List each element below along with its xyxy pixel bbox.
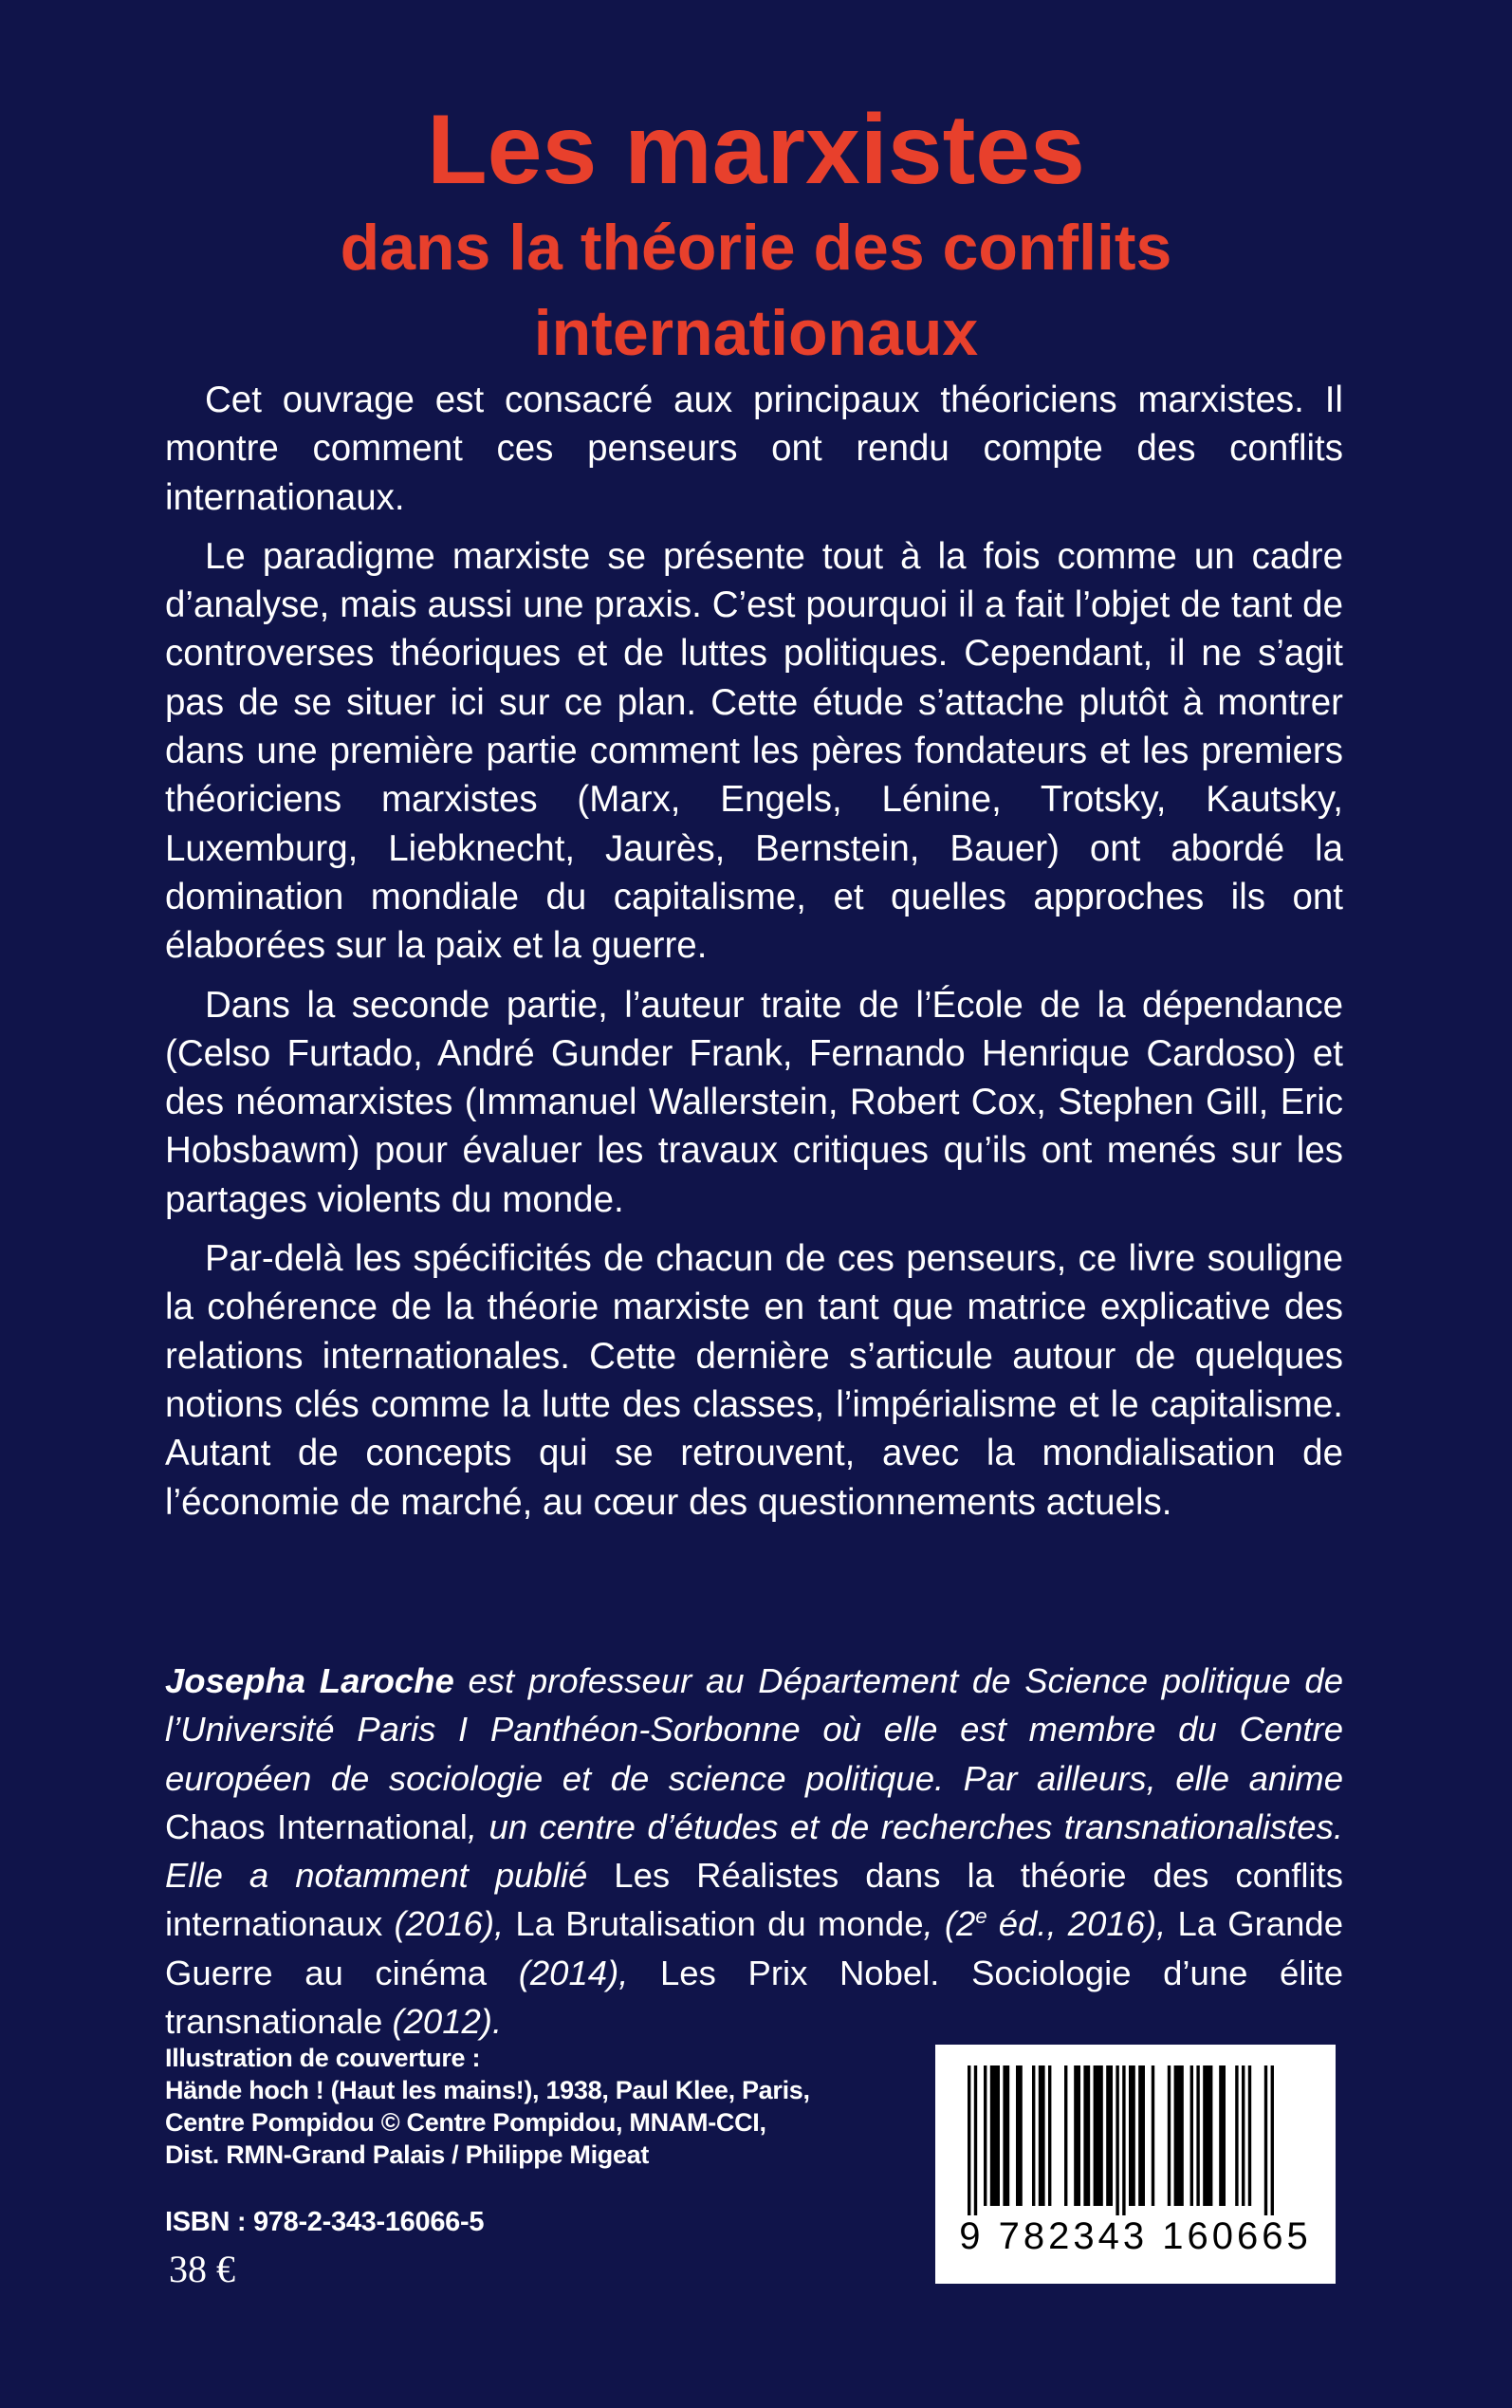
book-ref-les-realistes: Les Réalistes dans la théorie des conflits internationaux xyxy=(165,1856,1344,1944)
barcode-bar xyxy=(1168,2065,1171,2206)
bio-text: éd., 2016), xyxy=(986,1904,1178,1944)
barcode-bar xyxy=(1242,2065,1245,2206)
barcode-bar xyxy=(1152,2065,1154,2206)
barcode-bar xyxy=(990,2065,1000,2206)
summary-paragraph-1: Cet ouvrage est consacré aux principaux théoriciens marxistes. Il montre comment ces penseurs ont rendu compte des conflits internationaux. xyxy=(165,380,1343,518)
title-main: Les marxistes xyxy=(427,95,1085,205)
credits-line: Illustration de couverture : xyxy=(165,2044,481,2072)
bio-text: , (2 xyxy=(923,1904,976,1944)
barcode-bar xyxy=(1264,2065,1267,2215)
barcode-bar xyxy=(1203,2065,1212,2206)
barcode-bar xyxy=(1248,2065,1251,2206)
book-ref-grande-guerre: La Grande Guerre au cinéma xyxy=(165,1904,1343,1992)
title-subtitle-line-2: internationaux xyxy=(533,297,979,369)
barcode-number: 9 782343 160665 xyxy=(959,2215,1312,2257)
barcode-bar xyxy=(968,2065,970,2215)
barcode-bars xyxy=(935,2045,1336,2215)
author-name: Josepha Laroche xyxy=(165,1661,454,1700)
bio-text: (2014), xyxy=(487,1953,660,1992)
bio-superscript: e xyxy=(975,1904,987,1929)
illustration-credits xyxy=(165,2042,810,2171)
book-ref-brutalisation: La Brutalisation du monde xyxy=(515,1904,924,1944)
barcode-bar xyxy=(974,2065,977,2215)
barcode-bar xyxy=(1129,2065,1135,2206)
price: 38 € xyxy=(169,2248,235,2290)
credits-line: Hände hoch ! (Haut les mains!), 1938, Paul Klee, Paris, xyxy=(165,2076,810,2104)
title-subtitle-line-1: dans la théorie des conflits xyxy=(340,212,1172,284)
cover-title xyxy=(0,95,1512,376)
summary-paragraph-4: Par-delà les spécificités de chacun de ces penseurs, ce livre souligne la cohérence de la théorie marxiste en tant que matrice explicative des relations internationales. Cette dernière s’articule autour de quelques notions clés comme la lutte des classes, l’impérialisme et le capitalisme. Autant de concepts qui se retrouvent, avec la mondialisation de l’économie de marché, au cœur des questionnements actuels. xyxy=(165,1238,1343,1523)
bio-text: est professeur au Département de Science politique de l’Université Paris I Panthéon-Sorbonne où elle est membre du Centre européen de sociologie et de science politique. Par ailleurs, elle anime xyxy=(165,1661,1343,1798)
barcode-bar xyxy=(1271,2065,1274,2215)
barcode-bar xyxy=(1174,2065,1184,2206)
barcode-bar xyxy=(1032,2065,1035,2206)
credits-line: Dist. RMN-Grand Palais / Philippe Migeat xyxy=(165,2140,650,2169)
barcode-bar xyxy=(1106,2065,1113,2206)
barcode-bar xyxy=(1048,2065,1051,2206)
barcode-bar xyxy=(1190,2065,1193,2206)
barcode-bar xyxy=(1074,2065,1080,2206)
barcode-bar xyxy=(1003,2065,1009,2206)
credits-line: Centre Pompidou © Centre Pompidou, MNAM-CCI, xyxy=(165,2108,766,2137)
barcode-bar xyxy=(1094,2065,1103,2206)
book-ref-prix-nobel: Les Prix Nobel. Sociologie d’une élite transnationale xyxy=(165,1953,1343,2042)
barcode-bar xyxy=(1039,2065,1045,2206)
book-ref-chaos-international: Chaos International xyxy=(165,1806,468,1846)
barcode-bar xyxy=(1064,2065,1067,2206)
barcode-bar xyxy=(1219,2065,1226,2206)
book-summary xyxy=(165,376,1343,1537)
summary-paragraph-3: Dans la seconde partie, l’auteur traite de l’École de la dépendance (Celso Furtado, André Gunder Frank, Fernando Henrique Cardoso) et des néomarxistes (Immanuel Wallerstein, Robert Cox, Stephen Gill, Eric Hobsbawm) pour évaluer les travaux critiques qu’ils ont menés sur les partages violents du monde. xyxy=(165,984,1343,1220)
barcode-bar xyxy=(1122,2065,1125,2215)
barcode-bar xyxy=(1116,2065,1118,2215)
barcode-bar xyxy=(1235,2065,1238,2206)
isbn: ISBN : 978-2-343-16066-5 xyxy=(165,2207,485,2237)
barcode-bar xyxy=(984,2065,986,2206)
bio-text: , un centre d’études et de recherches transnationalistes. Elle a notamment publié xyxy=(165,1806,1343,1896)
barcode-bar xyxy=(1016,2065,1023,2206)
barcode xyxy=(935,2045,1336,2284)
author-bio xyxy=(165,1657,1343,2046)
bio-text: (2016), xyxy=(382,1904,516,1944)
summary-paragraph-2: Le paradigme marxiste se présente tout à la fois comme un cadre d’analyse, mais aussi une praxis. C’est pourquoi il a fait l’objet de tant de controverses théoriques et de luttes politiques. Cependant, il ne s’agit pas de se situer ici sur ce plan. Cette étude s’attache plutôt à montrer dans une première partie comment les pères fondateurs et les premiers théoriciens marxistes (Marx, Engels, Lénine, Trotsky, Kautsky, Luxemburg, Liebknecht, Jaurès, Bernstein, Bauer) ont abordé la domination mondiale du capitalisme, et quelles approches ils ont élaborées sur la paix et la guerre. xyxy=(165,535,1343,967)
barcode-bar xyxy=(1083,2065,1090,2206)
bio-text: (2012). xyxy=(382,2002,503,2042)
barcode-bar xyxy=(1138,2065,1145,2206)
barcode-bar xyxy=(1196,2065,1199,2206)
